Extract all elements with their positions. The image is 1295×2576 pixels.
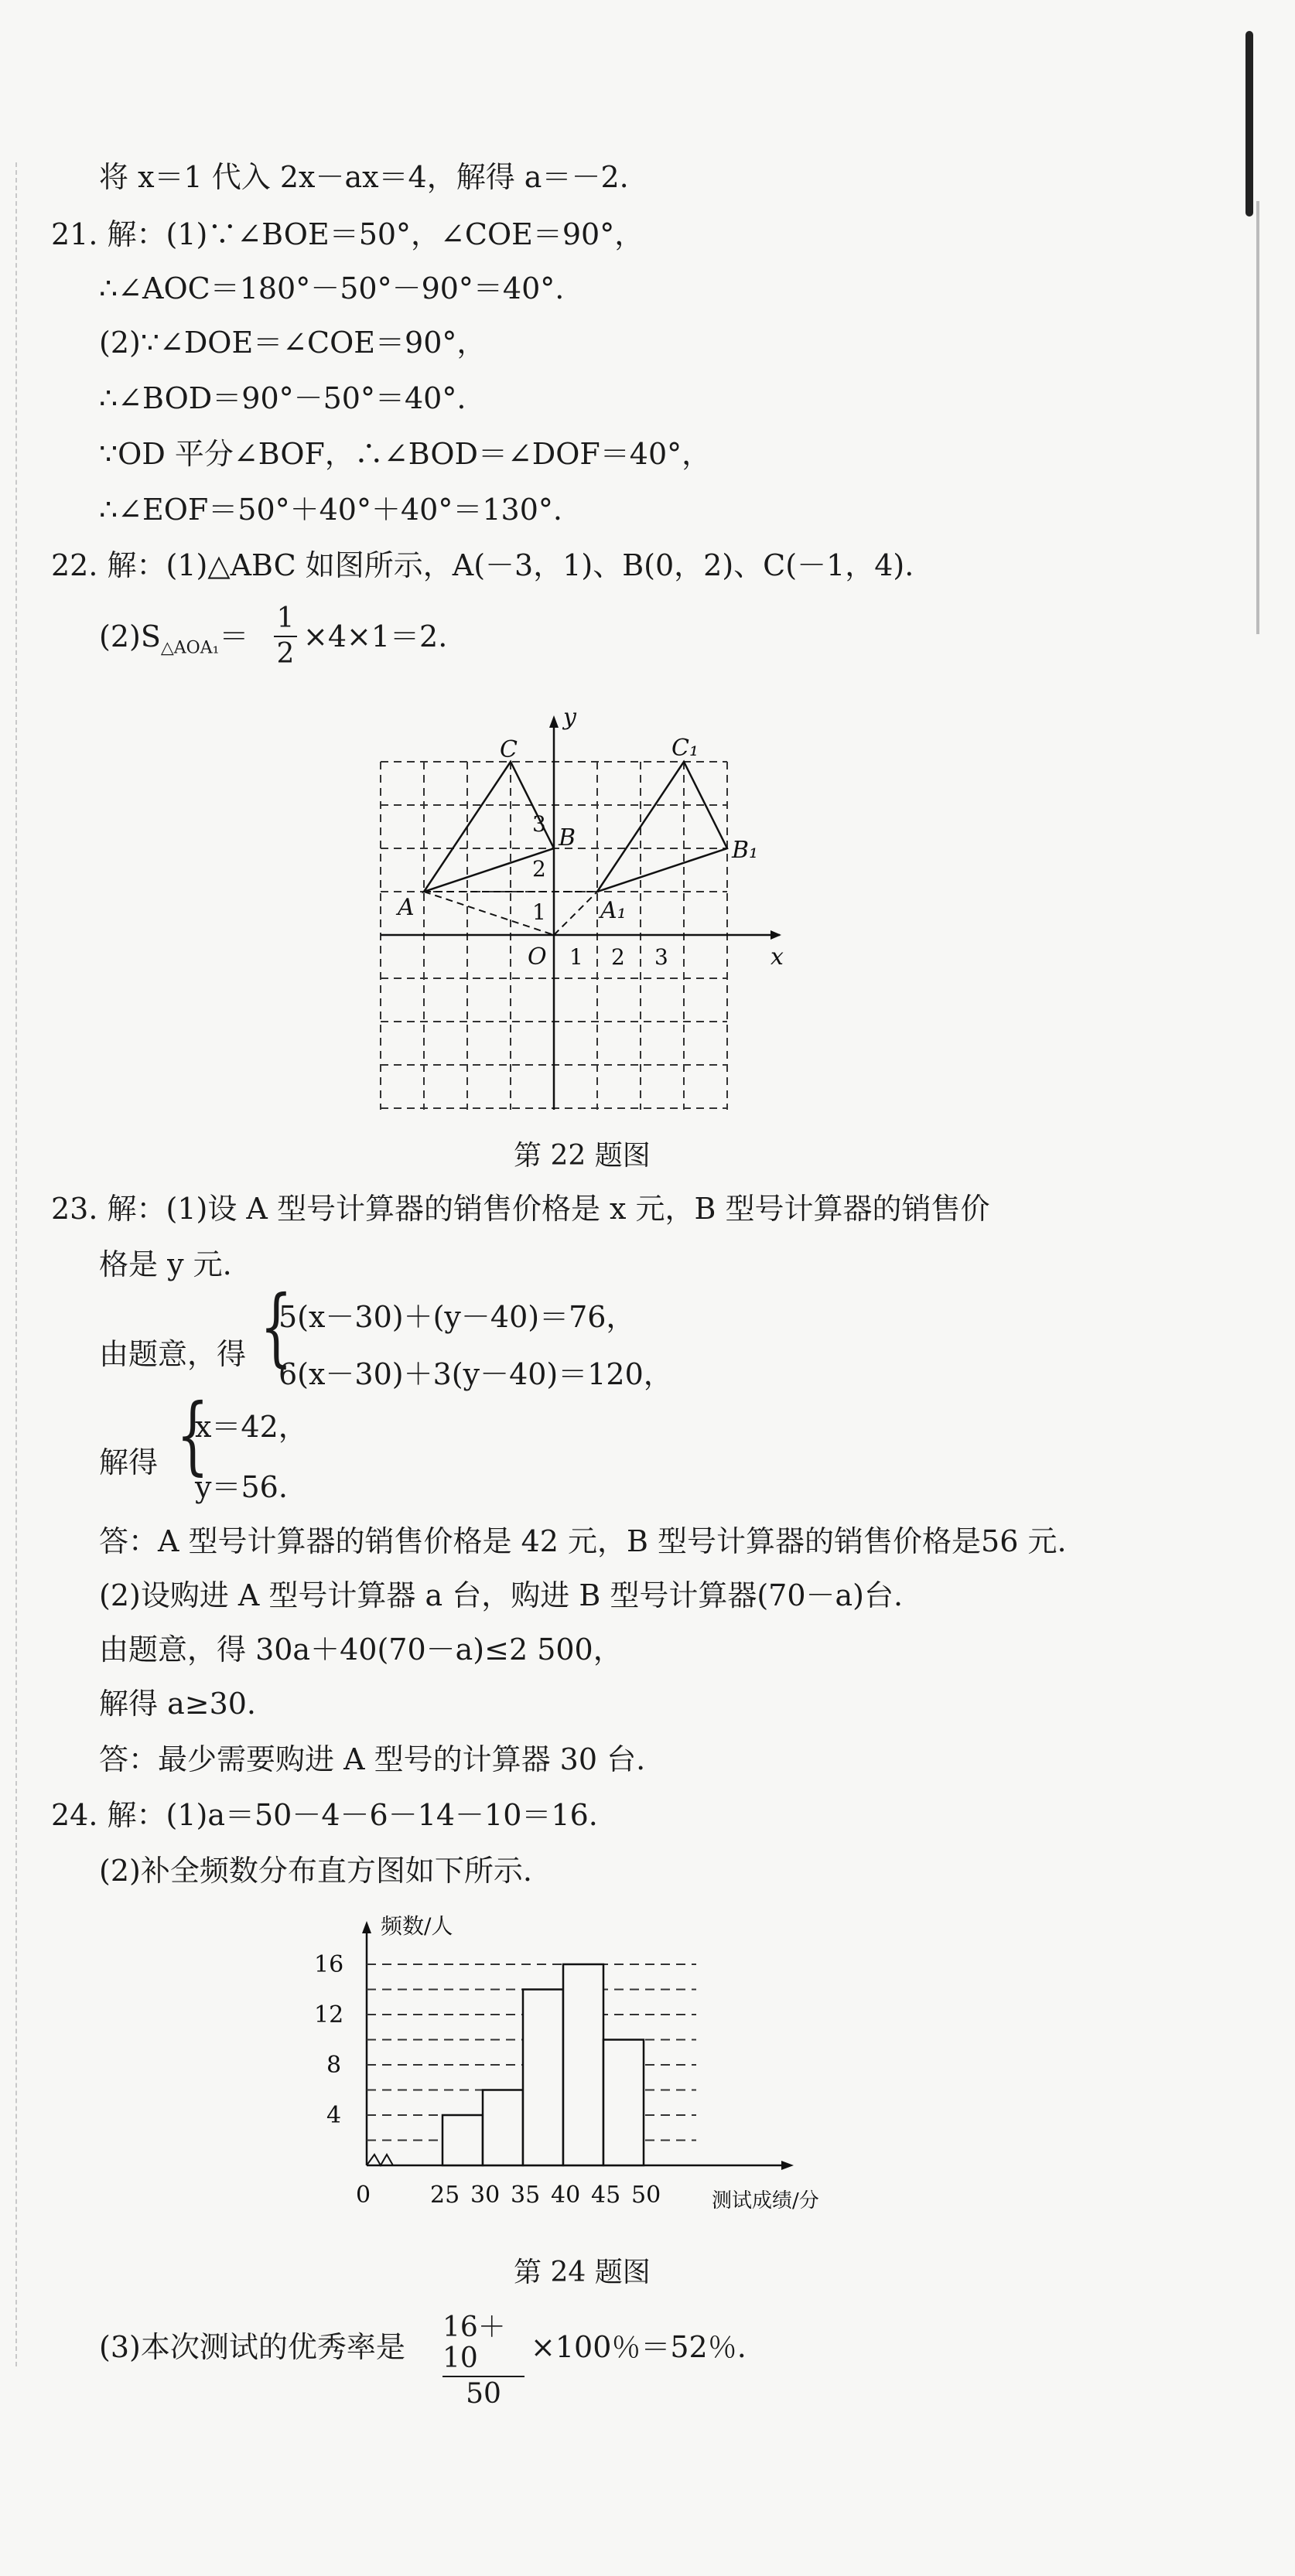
x-axis-arrow: [771, 930, 781, 940]
q23-line-5: 答：A 型号计算器的销售价格是 42 元，B 型号计算器的销售价格是56 元.: [99, 1524, 1067, 1558]
q21-line-3: (2)∵∠DOE＝∠COE＝90°，: [99, 326, 487, 360]
point-b1-label: B₁: [732, 837, 759, 864]
q23-line-2: 格是 y 元.: [99, 1247, 232, 1281]
x-tick-2: 2: [611, 944, 625, 970]
hist-bar-25-30: [442, 2115, 483, 2165]
q24-line-1: 24. 解：(1)a＝50－4－6－14－10＝16.: [51, 1798, 598, 1832]
q24-line-3-start: (3)本次测试的优秀率是: [99, 2330, 405, 2364]
equation-1: 5(x－30)＋(y－40)＝76，: [278, 1300, 636, 1334]
hist-x-tick: 50: [631, 2182, 661, 2209]
area-subscript: △AOA₁: [160, 638, 220, 658]
q23-line-8: 解得 a≥30.: [99, 1687, 257, 1721]
hist-y-tick: 8: [326, 2052, 342, 2079]
x-axis-label: x: [771, 943, 784, 971]
figure-24-caption: 第 24 题图: [514, 2257, 651, 2288]
hist-y-tick: 4: [326, 2102, 342, 2129]
point-a1-label: A₁: [600, 897, 627, 924]
y-axis-arrow: [549, 715, 559, 728]
point-c1-label: C₁: [671, 735, 699, 762]
rate-denominator: 50: [466, 2378, 501, 2410]
q21-line-6: ∴∠EOF＝50°＋40°＋40°＝130°.: [99, 493, 562, 527]
q23-line-3: 由题意，得: [99, 1337, 247, 1371]
q23-line-9: 答：最少需要购进 A 型号的计算器 30 台.: [99, 1742, 646, 1776]
origin-label: O: [528, 943, 547, 971]
q23-line-1: 23. 解：(1)设 A 型号计算器的销售价格是 x 元，B 型号计算器的销售价: [51, 1192, 990, 1226]
triangle-a1b1c1: [597, 762, 727, 892]
solution-brace: {: [176, 1385, 209, 1484]
q21-line-4: ∴∠BOD＝90°－50°＝40°.: [99, 381, 466, 415]
fraction-one-half: [274, 603, 297, 670]
q21-line-5: ∵OD 平分∠BOF，∴∠BOD＝∠DOF＝40°，: [99, 437, 712, 471]
hist-x-tick: 40: [551, 2182, 581, 2209]
hist-x-arrow: [781, 2161, 794, 2170]
rate-numerator: 16＋10: [442, 2312, 506, 2374]
q23-line-4: 解得: [99, 1445, 159, 1479]
hist-x-label: 测试成绩/分: [712, 2189, 819, 2213]
hist-y-arrow: [362, 1921, 371, 1933]
segment-oa1: [554, 892, 597, 935]
figure-22-caption: 第 22 题图: [514, 1140, 651, 1172]
equation-2: 6(x－30)＋3(y－40)＝120，: [278, 1357, 673, 1391]
fraction-denominator: 2: [276, 638, 295, 670]
page-edge-line: [15, 162, 17, 2366]
area-symbol: (2)S: [99, 619, 161, 653]
q21-line-2: ∴∠AOC＝180°－50°－90°＝40°.: [99, 271, 565, 305]
x-tick-3: 3: [654, 944, 668, 970]
y-tick-1: 1: [532, 899, 546, 925]
y-axis-label: y: [563, 708, 576, 731]
system-brace: {: [260, 1277, 292, 1376]
solution-y: y＝56.: [195, 1470, 288, 1504]
hist-bar-45-50: [603, 2040, 644, 2166]
q23-line-6: (2)设购进 A 型号计算器 a 台，购进 B 型号计算器(70－a)台.: [99, 1578, 904, 1612]
q24-line-2: (2)补全频数分布直方图如下所示.: [99, 1854, 532, 1888]
y-tick-3: 3: [532, 811, 546, 837]
x-tick-1: 1: [569, 944, 583, 970]
q22-line-2-end: ×4×1＝2.: [303, 619, 448, 653]
point-b-label: B: [559, 824, 576, 851]
hist-x-tick: 30: [470, 2182, 501, 2209]
hist-x-tick: 25: [430, 2182, 460, 2209]
q24-line-3-end: ×100％＝52％.: [531, 2330, 747, 2364]
hist-x-tick: 45: [591, 2182, 621, 2209]
hist-bar-40-45: [563, 1964, 603, 2165]
figure-22-coordinate-grid: [364, 708, 797, 1110]
axis-break: [367, 2155, 393, 2165]
point-a-label: A: [398, 894, 415, 921]
fraction-numerator: 1: [276, 602, 295, 634]
fraction-rate: [442, 2312, 524, 2410]
solution-line: 将 x＝1 代入 2x－ax＝4，解得 a＝－2.: [99, 160, 629, 194]
q23-line-7: 由题意，得 30a＋40(70－a)≤2 500，: [99, 1633, 623, 1667]
hist-x-tick: 35: [511, 2182, 541, 2209]
point-c-label: C: [500, 736, 518, 763]
hist-y-tick: 12: [314, 2001, 344, 2028]
hist-y-label: 频数/人: [381, 1913, 453, 1939]
q22-line-2-start: [99, 619, 248, 667]
binding-shadow: [1256, 201, 1259, 634]
y-tick-2: 2: [532, 856, 546, 882]
binding-mark: [1245, 31, 1253, 217]
hist-x-tick: 0: [356, 2182, 371, 2209]
hist-bar-35-40: [523, 1990, 563, 2166]
q21-line-1: 21. 解：(1)∵∠BOE＝50°，∠COE＝90°，: [51, 217, 644, 251]
solution-x: x＝42，: [195, 1410, 308, 1444]
figure-24-histogram: [309, 1910, 851, 2235]
hist-y-tick: 16: [314, 1951, 344, 1978]
q22-line-1: 22. 解：(1)△ABC 如图所示，A(－3，1)、B(0，2)、C(－1，4).: [51, 548, 914, 582]
hist-bar-30-35: [483, 2090, 523, 2166]
equals-sign: ＝: [219, 619, 249, 653]
